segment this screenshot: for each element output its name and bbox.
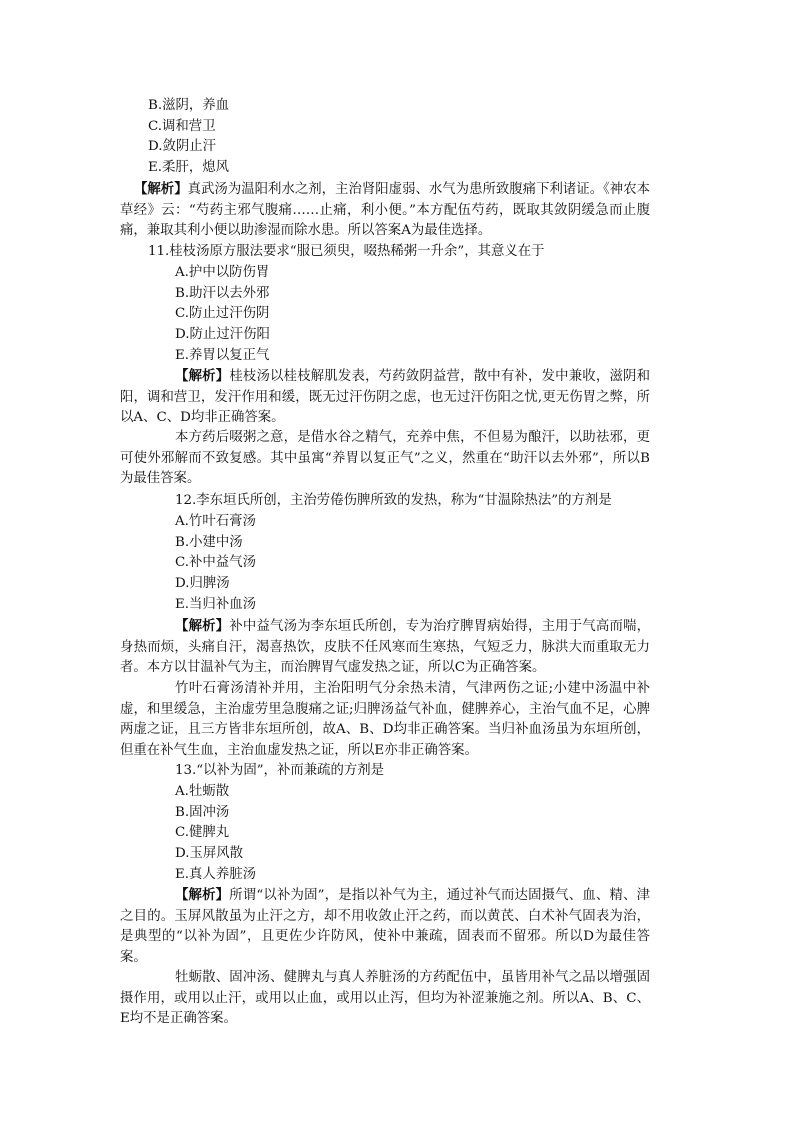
option-d: D.敛阴止汗 xyxy=(148,139,217,155)
analysis-text: 所谓“以补为固”，是指以补气为主，通过补气而达固摄气、血、精、津之目的。玉屏风散虽为止汗之方，却不用收敛止汗之药，而以黄芪、白术补气固表为治，是典型的“以补为固”，且更佐少许防风，使补中兼疏，固表而不留邪。所以D为最佳答案。 xyxy=(120,888,650,966)
analysis-text: 竹叶石膏汤清补并用，主治阳明气分余热未清，气津两伤之证;小建中汤温中补虚，和里缓急，主治虚劳里急腹痛之证;归脾汤益气补血，健脾养心，主治气血不足，心脾两虚之证，且三方皆非东垣所创，故A、B、D均非正确答案。当归补血汤虽为东垣所创，但重在补气生血，主治血虚发热之证，所以E亦非正确答案。 xyxy=(120,681,650,759)
option-e: E.柔肝，熄风 xyxy=(148,160,229,176)
option-a: A.竹叶石膏汤 xyxy=(175,514,256,529)
option-d: D.归脾汤 xyxy=(175,576,230,592)
analysis-text: 补中益气汤为李东垣氏所创，专为治疗脾胃病始得，主用于气高而喘，身热而烦，头痛自汗，渴喜热饮，皮肤不任风寒而生寒热，气短乏力，脉洪大而重取无力者。本方以甘温补气为主，而治脾胃气虚发热之证，所以C为正确答案。 xyxy=(120,619,651,676)
question-text: 12.李东垣氏所创，主治劳倦伤脾所致的发热，称为“甘温除热法”的方剂是 xyxy=(175,493,612,508)
option-b: B.滋阴，养血 xyxy=(148,98,230,113)
option-a: A.护中以防伤胃 xyxy=(175,265,270,280)
q11-analysis-1 xyxy=(120,366,650,429)
q12-question xyxy=(175,491,612,512)
analysis-label: 【解析】 xyxy=(175,887,230,903)
option-c: C.健脾丸 xyxy=(175,825,230,841)
q11-options xyxy=(175,263,270,366)
option-b: B.固冲汤 xyxy=(175,804,230,820)
option-b: B.小建中汤 xyxy=(175,534,243,550)
analysis-text: 本方药后啜粥之意，是借水谷之精气，充养中焦，不但易为酿汗，以助祛邪，更可使外邪解而不致复感。其中虽寓“养胃以复正气”之义，然重在“助汗以去外邪”，所以B为最佳答案。 xyxy=(120,430,650,487)
question-text: 13.“以补为固”，补而兼疏的方剂是 xyxy=(175,763,385,778)
option-d: D.玉屏风散 xyxy=(175,846,244,862)
q10-analysis xyxy=(120,179,650,242)
question-text: 11.桂枝汤原方服法要求“服已须臾，啜热稀粥一升余”，其意义在于 xyxy=(148,244,545,259)
option-c: C.防止过汗伤阴 xyxy=(175,306,270,322)
option-c: C.补中益气汤 xyxy=(175,555,256,571)
q13-options xyxy=(175,782,256,885)
option-e: E.真人养脏汤 xyxy=(175,866,256,882)
analysis-text: 牡蛎散、固冲汤、健脾丸与真人养脏汤的方药配伍中，虽皆用补气之品以增强固摄作用，或用以止汗，或用以止血，或用以止泻，但均为补涩兼施之剂。所以A、B、C、E均不是正确答案。 xyxy=(120,970,650,1027)
q13-analysis-2 xyxy=(120,968,650,1030)
option-d: D.防止过汗伤阳 xyxy=(175,327,270,343)
analysis-label: 【解析】 xyxy=(175,618,230,634)
q12-analysis-2 xyxy=(120,679,650,762)
option-e: E.当归补血汤 xyxy=(175,596,256,612)
option-e: E.养胃以复正气 xyxy=(175,347,270,363)
analysis-label: 【解析】 xyxy=(134,181,188,197)
q11-question xyxy=(148,242,545,263)
option-c: C.调和营卫 xyxy=(148,118,216,134)
analysis-text: 桂枝汤以桂枝解肌发表，芍药敛阴益营，散中有补，发中兼收，滋阴和阳，调和营卫，发汗作用和缓，既无过汗伤阴之虑，也无过汗伤阳之忧,更无伤胃之弊，所以A、C、D均非正确答案。 xyxy=(120,369,651,426)
q12-options xyxy=(175,512,256,615)
analysis-label: 【解析】 xyxy=(175,368,230,384)
q11-analysis-2 xyxy=(120,428,650,490)
option-b: B.助汗以去外邪 xyxy=(175,285,270,301)
q10-options xyxy=(148,96,229,179)
option-a: A.牡蛎散 xyxy=(175,784,230,799)
q12-analysis-1 xyxy=(120,616,650,679)
analysis-text: 真武汤为温阳利水之剂，主治肾阳虚弱、水气为患所致腹痛下利诸证。《神农本草经》云：“芍药主邪气腹痛……止痛，利小便。”本方配伍芍药，既取其敛阴缓急而止腹痛，兼取其利小便以助渗湿而除水患。所以答案A为最佳选择。 xyxy=(120,182,650,239)
q13-question xyxy=(175,761,384,782)
q13-analysis-1 xyxy=(120,885,650,969)
